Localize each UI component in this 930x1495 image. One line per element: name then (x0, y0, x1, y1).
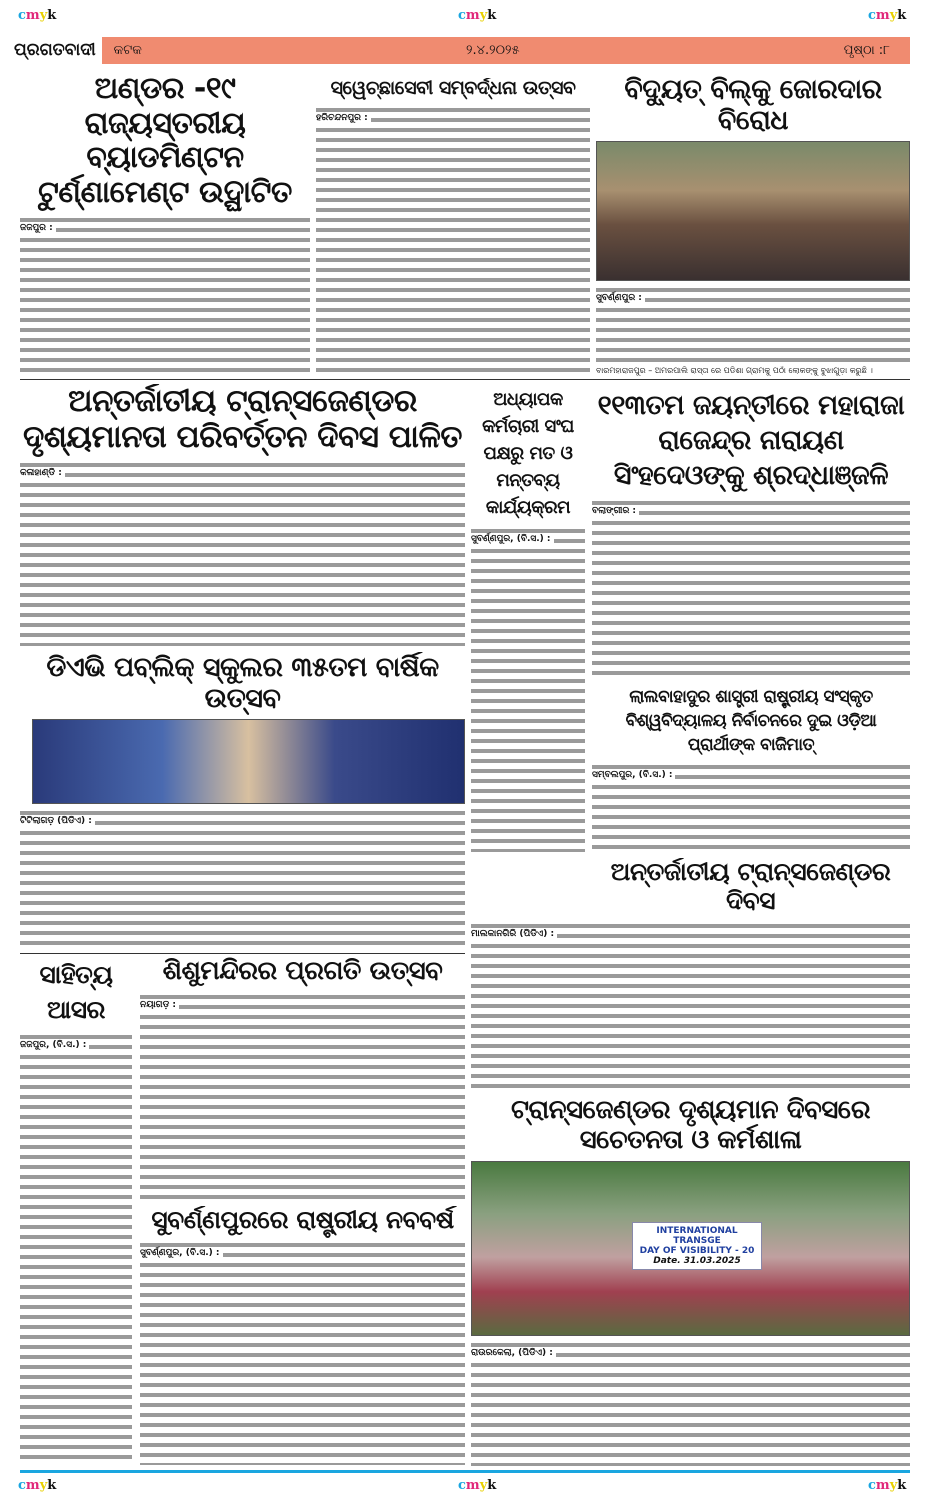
registration-mark: cmyk (18, 1478, 57, 1493)
article-body (20, 1032, 132, 1465)
protest-photo (596, 141, 910, 281)
headline: ଟ୍ରାନ୍ସଜେଣ୍ଡର ଦୃଶ୍ୟମାନ ଦିବସରେ ସଚେତନତା ଓ କର୍ମଶାଳା (510, 1096, 871, 1155)
story (471, 858, 910, 1090)
city-label: କଟକ (113, 42, 142, 58)
story (20, 72, 310, 375)
headline: ଅଣ୍ଡର -୧୯ ରାଜ୍ୟସ୍ତରୀୟ ବ୍ୟାଡମିଣ୍ଟନ ଟୁର୍ଣ୍ଣାମେଣ୍ଟ ଉଦ୍ଘାଟିତ (38, 72, 292, 210)
newspaper-logo: ପ୍ରଗତବାଦୀ (14, 40, 96, 60)
headline: ଅଧ୍ୟାପକ କର୍ମଚାରୀ ସଂଘ ପକ୍ଷରୁ ମତ ଓ ମନ୍ତବ୍ୟ କାର୍ଯ୍ୟକ୍ରମ (482, 389, 574, 518)
article-body (596, 285, 910, 362)
story (596, 74, 910, 376)
visibility-day-banner (632, 1222, 762, 1270)
headline: ୧୧୩ତମ ଜୟନ୍ତୀରେ ମହାରାଜା ରାଜେନ୍ଦ୍ର ନାରାୟଣ ସିଂହଦେଓଙ୍କୁ ଶ୍ରଦ୍ଧାଞ୍ଜଳି (597, 390, 905, 492)
dateline: ଜଜପୁର, (ବି.ସ.) : (20, 1039, 89, 1051)
headline: ସ୍ୱେଚ୍ଛାସେବୀ ସମ୍ବର୍ଦ୍ଧନା ଉତ୍ସବ (330, 78, 576, 99)
dateline: ରାଉରକେଲା, (ପିଡିଏ) : (471, 1347, 556, 1359)
article-body (140, 1240, 465, 1465)
story (592, 686, 910, 852)
headline: ଲାଲବାହାଦୁର ଶାସ୍ତ୍ରୀ ରାଷ୍ଟ୍ରୀୟ ସଂସ୍କୃତ ବିଶ୍ୱବିଦ୍ୟାଳୟ ନିର୍ବାଚନରେ ଦୁଇ ଓଡ଼ିଆ ପ୍ରାର୍ଥୀଙ୍କ ବାଜିମାତ୍ (625, 687, 877, 755)
divider (20, 953, 465, 954)
story (592, 388, 910, 680)
dateline: ମାଲକାନଗିରି (ପିଡିଏ) : (471, 928, 557, 940)
banner-line: DAY OF VISIBILITY - 20 (639, 1245, 755, 1256)
article-body (471, 526, 585, 852)
article-body (592, 498, 910, 680)
dateline: ହରିଚନ୍ଦନପୁର : (316, 112, 371, 124)
article-body (20, 215, 310, 375)
registration-mark: cmyk (458, 1478, 497, 1493)
page-number: ପୃଷ୍ଠା :୮ (843, 42, 890, 58)
registration-mark: cmyk (868, 8, 907, 23)
headline: ଅନ୍ତର୍ଜାତୀୟ ଟ୍ରାନ୍ସଜେଣ୍ଡର ଦୃଶ୍ୟମାନତା ପରିବର୍ତ୍ତନ ଦିବସ ପାଳିତ (23, 384, 462, 455)
story (471, 1096, 910, 1466)
story (140, 957, 465, 1202)
divider (20, 379, 910, 380)
article-body (20, 808, 465, 950)
dateline: ଟିଟିଲାଗଡ଼ (ପିଡିଏ) : (20, 815, 95, 827)
registration-mark: cmyk (458, 8, 497, 23)
story (316, 78, 590, 375)
story (140, 1206, 465, 1465)
headline: ଅନ୍ତର୍ଜାତୀୟ ଟ୍ରାନ୍ସଜେଣ୍ଡର ଦିବସ (610, 858, 891, 915)
article-body (471, 1340, 910, 1466)
dateline: ସୁବର୍ଣ୍ଣପୁର, (ବି.ସ.) : (471, 533, 554, 545)
article-body (471, 921, 910, 1091)
footer-rule (20, 1470, 910, 1473)
headline: ସୁବର୍ଣ୍ଣପୁରରେ ରାଷ୍ଟ୍ରୀୟ ନବବର୍ଷ (151, 1206, 454, 1234)
headline: ସାହିତ୍ୟ ଆସର (39, 960, 113, 1024)
banner-date: Date. 31.03.2025 (653, 1255, 741, 1266)
dateline: କଳାହାଣ୍ଡି : (20, 467, 65, 479)
date-label: ୨.୪.୨୦୨୫ (466, 42, 520, 58)
dateline: ଜଜପୁର : (20, 222, 56, 234)
masthead (14, 34, 910, 66)
banner-line: INTERNATIONAL TRANSGE (656, 1225, 738, 1246)
dateline: ନୟାଗଡ଼ : (140, 999, 179, 1011)
article-body (592, 762, 910, 852)
story (20, 652, 465, 950)
headline: ଶିଶୁମନ୍ଦିରର ପ୍ରଗତି ଉତ୍ସବ (162, 957, 443, 986)
registration-mark: cmyk (868, 1478, 907, 1493)
article-body (316, 105, 590, 375)
rally-photo (471, 1161, 910, 1336)
photo-caption: ବାରମହାରାଜପୁର – ଅମରପାଲି ରାସ୍ତା ରେ ପଡିଶା ଗ୍ରାମକୁ ପଠାଁ ଲୋକଙ୍କୁ ବୁଝାଗୁଡ଼ା କରୁଛି । (596, 366, 873, 375)
school-event-photo (32, 719, 465, 804)
registration-mark: cmyk (18, 8, 57, 23)
article-body (140, 992, 465, 1202)
article-body (20, 460, 465, 646)
headline: ବିଦ୍ୟୁତ୍ ବିଲ୍‌କୁ ଜୋରଦାର ବିରୋଧ (624, 74, 882, 137)
dateline: ସମ୍ବଲପୁର, (ବି.ସ.) : (592, 769, 675, 781)
dateline: ସୁବର୍ଣ୍ଣପୁର, (ବି.ସ.) : (140, 1247, 223, 1259)
story (20, 957, 132, 1465)
dateline: ବଲାଙ୍ଗୀର : (592, 505, 639, 517)
dateline: ସୁବର୍ଣ୍ଣପୁର : (596, 292, 645, 304)
headline: ଡିଏଭି ପବ୍ଲିକ୍ ସ୍କୁଲର ୩୫ତମ ବାର୍ଷିକ ଉତ୍ସବ (46, 652, 439, 715)
story (471, 386, 585, 852)
story (20, 384, 465, 646)
header-band (102, 37, 910, 64)
